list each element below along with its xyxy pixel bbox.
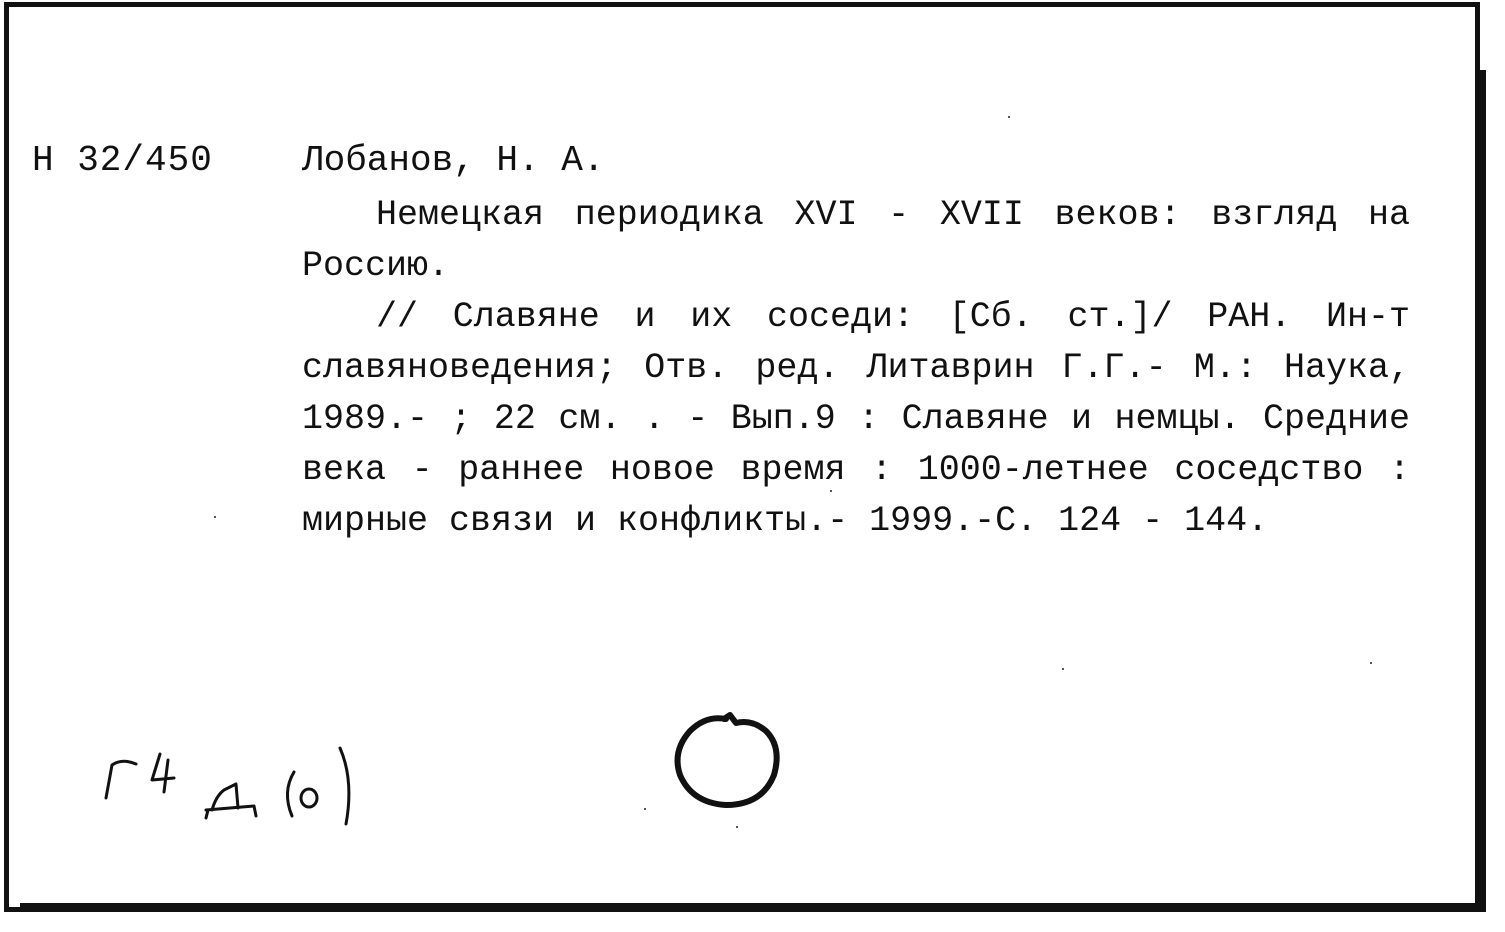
handwritten-note (96, 720, 386, 830)
bibliographic-description (302, 190, 1410, 547)
card-edge-right (1478, 70, 1486, 912)
scan-speck (736, 826, 738, 828)
scan-speck (1062, 668, 1064, 670)
author-heading: Лобанов, Н. А. (302, 140, 605, 181)
scan-speck (830, 490, 832, 492)
circle-mark (666, 705, 786, 815)
scan-speck (644, 808, 646, 810)
title-paragraph: Немецкая периодика XVI - XVII веков: взгляд на Россию. (302, 195, 1410, 286)
shelfmark: Н 32/450 (32, 140, 213, 181)
source-paragraph: // Славяне и их соседи: [Сб. ст.]/ РАН. Ин-т славяноведения; Отв. ред. Литаврин Г.Г.- М.: Наука, 1989.- ; 22 см. . - Вып.9 : Славяне и немцы. Средние века - раннее новое время : 1000-летнее соседство : мирные связи и конфликты.- 1999.-С. 124 - 144. (302, 297, 1410, 541)
scan-speck (214, 516, 216, 518)
scan-speck (1008, 116, 1010, 118)
scan-speck (1370, 662, 1372, 664)
card-edge-bottom (20, 903, 1486, 911)
